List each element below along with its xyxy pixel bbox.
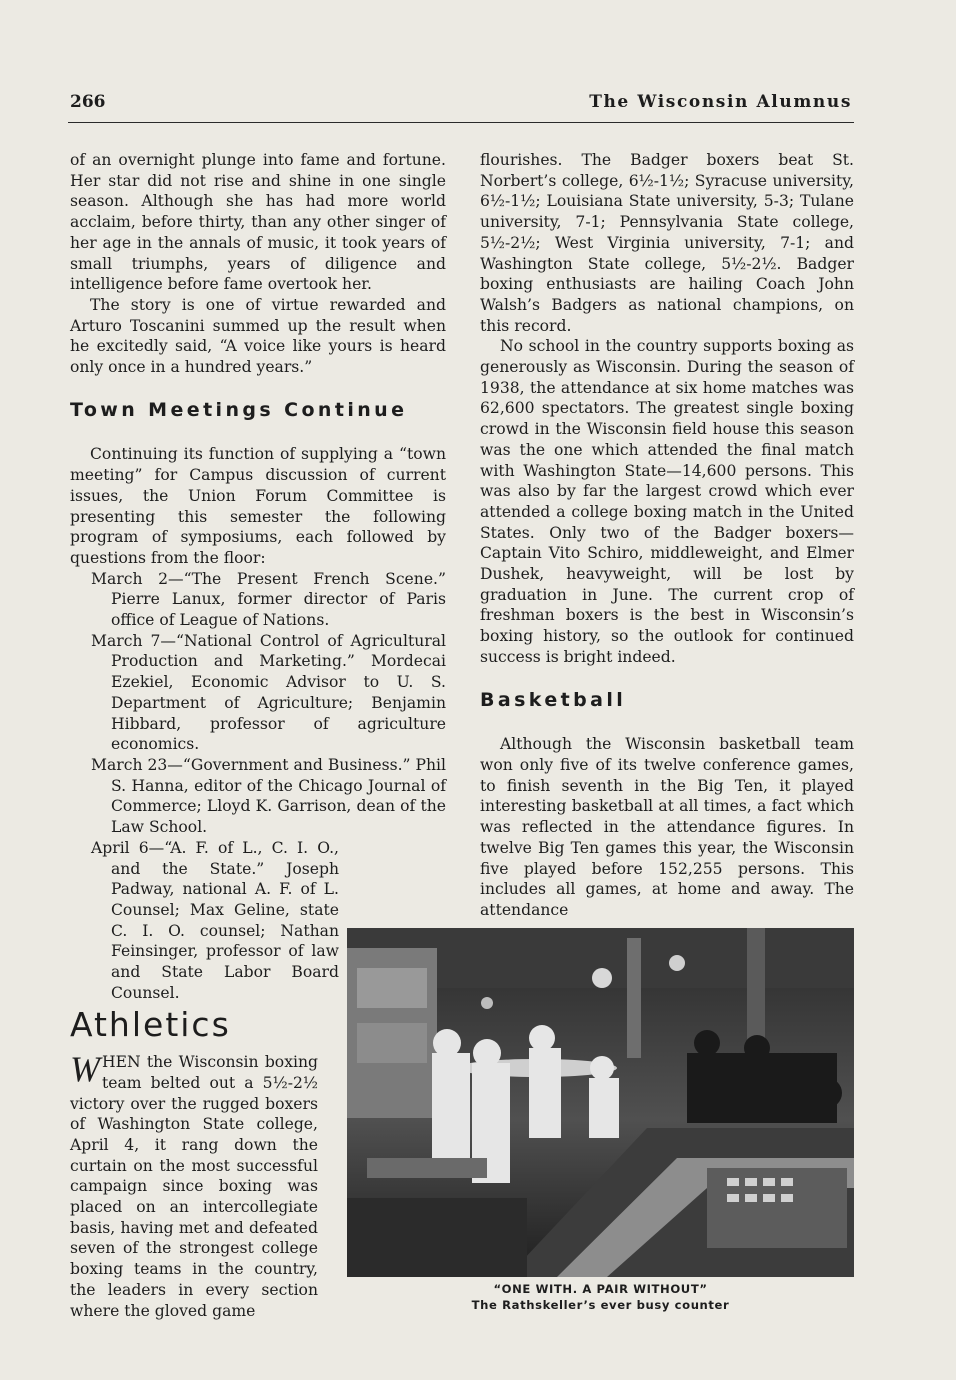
symposium-item: March 23—“Government and Business.” Phil S. Hanna, editor of the Chicago Journal of Commerce; Lloyd K. Garrison, dean of the Law School. xyxy=(91,755,446,837)
toscanini-paragraph: The story is one of virtue rewarded and Arturo Toscanini summed up the result when he excitedly said, “A voice like yours is heard only once in a hundred years.” xyxy=(70,295,446,377)
right-column xyxy=(480,150,854,921)
athletics-heading: Athletics xyxy=(70,1005,231,1045)
basketball-paragraph: Although the Wisconsin basketball team won only five of its twelve conference games, to finish seventh in the Big Ten, it played interesting basketball at all times, a fact which was reflected in the attendance figures. In twelve Big Ten games this year, the Wisconsin five played before 152,255 persons. This includes all games, at home and away. The attendance xyxy=(480,735,854,919)
boxing-results-paragraph: flourishes. The Badger boxers beat St. Norbert’s college, 6½-1½; Syracuse university, 6½-1½; Louisiana State university, 5-3; Tulane university, 7-1; Pennsylvania State college, 5½-2½; West Virginia university, 7-1; and Washington State college, 5½-2½. Badger boxing enthusiasts are hailing Coach John Walsh’s Badgers as national champions, on this record. xyxy=(480,151,854,335)
header-rule xyxy=(68,122,854,123)
symposium-item xyxy=(70,838,339,1004)
symposium-item: March 2—“The Present French Scene.” Pierre Lanux, former director of Paris office of League of Nations. xyxy=(91,569,446,630)
rathskeller-photo xyxy=(347,928,854,1277)
page-number: 266 xyxy=(70,92,106,112)
town-meetings-paragraph: Continuing its function of supplying a “town meeting” for Campus discussion of current issues, the Union Forum Committee is presenting this semester the following program of symposiums, each followed by questions from the floor: xyxy=(70,445,446,567)
town-meetings-heading: Town Meetings Continue xyxy=(70,398,408,421)
intro-paragraph: of an overnight plunge into fame and fortune. Her star did not rise and shine in one single season. Although she has had more world acclaim, before thirty, than any other singer of her age in the annals of music, it took years of small triumphs, years of diligence and intelligence before fame overtook her. xyxy=(70,151,446,294)
basketball-heading: Basketball xyxy=(480,688,627,711)
boxing-attendance-paragraph: No school in the country supports boxing as generously as Wisconsin. During the season of 1938, the attendance at six home matches was 62,600 spectators. The greatest single boxing crowd in the Wisconsin field house this season was the one which attended the final match with Washington State—14,600 persons. This was also by far the largest crowd which ever attended a college boxing match in the United States. Only two of the Badger boxers—Captain Vito Schiro, middleweight, and Elmer Dushek, heavyweight, will be lost by graduation in June. The current crop of freshman boxers is the best in Wisconsin’s boxing history, so the outlook for continued success is bright indeed. xyxy=(480,337,854,666)
photo-illustration xyxy=(347,928,854,1277)
running-title: The Wisconsin Alumnus xyxy=(589,92,852,112)
caption-title: “ONE WITH. A PAIR WITHOUT” xyxy=(493,1282,708,1296)
symposium-item-text: April 6—“A. F. of L., C. I. O., and the State.” Joseph Padway, national A. F. of L. Counsel; Max Geline, state C. I. O. counsel; Nathan Feinsinger, professor of law and State Labor Board Counsel. xyxy=(91,838,339,1002)
athletics-text: HEN the Wisconsin boxing team belted out a 5½-2½ victory over the rugged boxers of Washington State college, April 4, it rang down the curtain on the most successful campaign since boxing was placed on an intercollegiate basis, having met and defeated seven of the strongest college boxing teams in the country, the leaders in every section where the gloved game xyxy=(70,1053,318,1320)
caption-subtitle: The Rathskeller’s ever busy counter xyxy=(471,1297,730,1312)
symposium-item: March 7—“National Control of Agricultural Production and Marketing.” Mordecai Ezekiel, Economic Advisor to U. S. Department of Agriculture; Benjamin Hibbard, professor of agriculture economics. xyxy=(91,631,446,754)
athletics-paragraph xyxy=(70,1049,318,1321)
drop-cap: W xyxy=(70,1049,100,1090)
photo-caption xyxy=(347,1282,854,1313)
